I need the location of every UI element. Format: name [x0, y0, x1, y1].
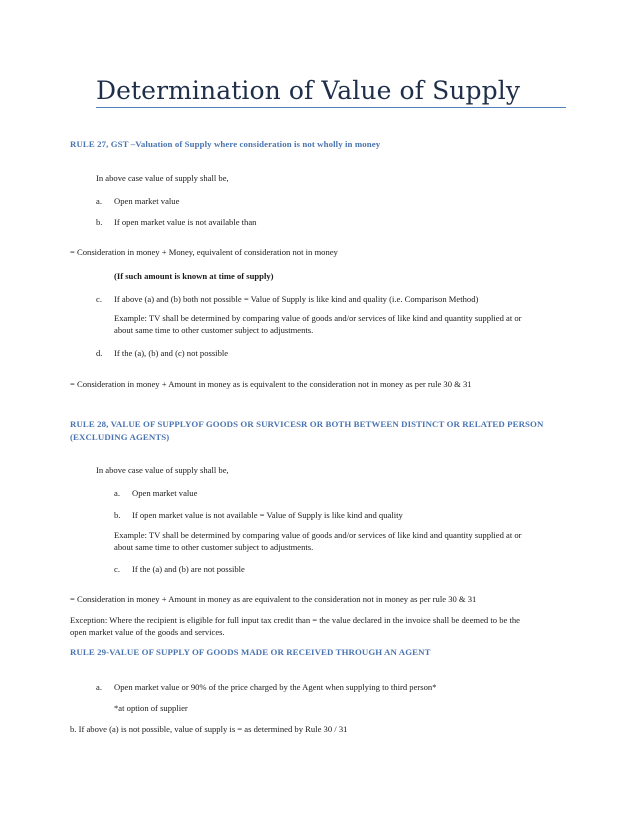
rule29-b-line: b. If above (a) is not possible, value of supply is = as determined by Rule 30 / 31 — [70, 724, 348, 734]
rule28-a-marker: a. — [114, 488, 120, 498]
rule27-if-known: (If such amount is known at time of supply) — [114, 271, 274, 281]
rule28-exception-line2: open market value of the goods and services. — [70, 627, 225, 637]
rule28-a-text: Open market value — [132, 488, 198, 498]
rule27-d-marker: d. — [96, 348, 103, 358]
rule27-c-example-line2: about same time to other customer subject to adjustments. — [114, 325, 314, 335]
rule29-option-note: *at option of supplier — [114, 703, 188, 713]
rule28-b-marker: b. — [114, 510, 121, 520]
rule27-intro: In above case value of supply shall be, — [96, 173, 229, 183]
rule29-heading: RULE 29-VALUE OF SUPPLY OF GOODS MADE OR RECEIVED THROUGH AN AGENT — [70, 647, 431, 657]
rule27-consideration-line: = Consideration in money + Money, equivalent of consideration not in money — [70, 247, 338, 257]
rule27-a-marker: a. — [96, 196, 102, 206]
rule28-b-text: If open market value is not available = Value of Supply is like kind and quality — [132, 510, 403, 520]
rule27-heading: RULE 27, GST –Valuation of Supply where consideration is not wholly in money — [70, 139, 381, 149]
rule27-c-marker: c. — [96, 294, 102, 304]
rule28-c-text: If the (a) and (b) are not possible — [132, 564, 245, 574]
rule28-b-example-line1: Example: TV shall be determined by comparing value of goods and/or services of like kind and quantity supplied at or — [114, 530, 522, 540]
rule28-exception-line1: Exception: Where the recipient is eligible for full input tax credit than = the value declared in the invoice shall be deemed to be the — [70, 615, 520, 625]
rule29-a-text: Open market value or 90% of the price charged by the Agent when supplying to third person* — [114, 682, 437, 692]
rule28-intro: In above case value of supply shall be, — [96, 465, 229, 475]
rule29-a-marker: a. — [96, 682, 102, 692]
title-underline — [96, 107, 566, 108]
page-title: Determination of Value of Supply — [96, 76, 521, 105]
rule28-final-line: = Consideration in money + Amount in money as are equivalent to the consideration not in money as per rule 30 & 31 — [70, 594, 477, 604]
rule27-d-text: If the (a), (b) and (c) not possible — [114, 348, 229, 358]
rule27-b-marker: b. — [96, 217, 103, 227]
rule27-c-text: If above (a) and (b) both not possible = Value of Supply is like kind and quality (i.e. Comparison Method) — [114, 294, 479, 304]
rule27-b-text: If open market value is not available than — [114, 217, 257, 227]
rule28-b-example-line2: about same time to other customer subject to adjustments. — [114, 542, 314, 552]
rule28-heading-line2: (EXCLUDING AGENTS) — [70, 432, 170, 442]
rule27-c-example-line1: Example: TV shall be determined by comparing value of goods and/or services of like kind and quantity supplied at or — [114, 313, 522, 323]
rule27-a-text: Open market value — [114, 196, 180, 206]
rule28-c-marker: c. — [114, 564, 120, 574]
rule28-heading-line1: RULE 28, VALUE OF SUPPLYOF GOODS OR SURVICESR OR BOTH BETWEEN DISTINCT OR RELATED PERSON — [70, 419, 544, 429]
rule27-final-line: = Consideration in money + Amount in money as is equivalent to the consideration not in money as per rule 30 & 31 — [70, 379, 472, 389]
